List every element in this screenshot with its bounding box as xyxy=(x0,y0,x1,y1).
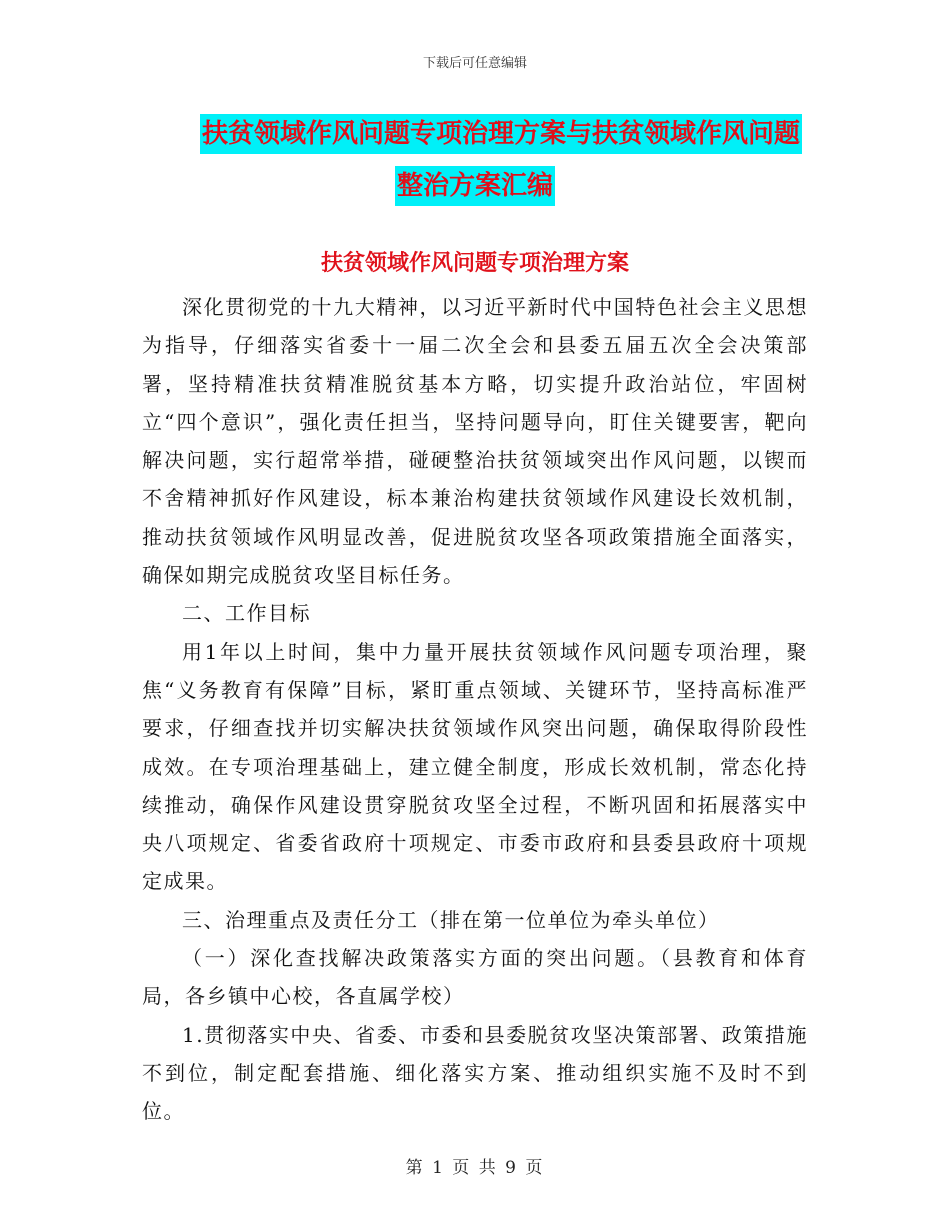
heading-work-goals: 二、工作目标 xyxy=(182,601,311,626)
document-title-line-2: 整治方案汇编 xyxy=(395,166,555,206)
heading-governance-focus: 三、治理重点及责任分工（排在第一位单位为牵头单位） xyxy=(182,907,720,932)
document-body xyxy=(142,288,808,1131)
header-note: 下载后可任意编辑 xyxy=(422,56,527,71)
paragraph-intro: 深化贯彻党的十九大精神，以习近平新时代中国特色社会主义思想为指导，仔细落实省委十一届二次全会和县委五届五次全会决策部署，坚持精准扶贫精准脱贫基本方略，切实提升政治站位，牢固树立“四个意识”，强化责任担当，坚持问题导向，盯住关键要害，靶向解决问题，实行超常举措，碰硬整治扶贫领域突出作风问题，以锲而不舍精神抓好作风建设，标本兼治构建扶贫领域作风建设长效机制，推动扶贫领域作风明显改善，促进脱贫攻坚各项政策措施全面落实，确保如期完成脱贫攻坚目标任务。 xyxy=(142,295,808,588)
document-title xyxy=(0,108,950,212)
paragraph-item-1: 1.贯彻落实中央、省委、市委和县委脱贫攻坚决策部署、政策措施不到位，制定配套措施、细化落实方案、推动组织实施不及时不到位。 xyxy=(142,1022,808,1124)
section-title: 扶贫领域作风问题专项治理方案 xyxy=(320,251,629,276)
paragraph-work-goals: 用1年以上时间，集中力量开展扶贫领域作风问题专项治理，聚焦“义务教育有保障”目标，紧盯重点领域、关键环节，坚持高标准严要求，仔细查找并切实解决扶贫领域作风突出问题，确保取得阶段性成效。在专项治理基础上，建立健全制度，形成长效机制，常态化持续推动，确保作风建设贯穿脱贫攻坚全过程，不断巩固和拓展落实中央八项规定、省委省政府十项规定、市委市政府和县委县政府十项规定成果。 xyxy=(142,639,808,894)
document-title-line-1: 扶贫领域作风问题专项治理方案与扶贫领域作风问题 xyxy=(200,114,802,154)
page-footer: 第 1 页 共 9 页 xyxy=(405,1158,545,1178)
paragraph-policy-issues: （一）深化查找解决政策落实方面的突出问题。（县教育和体育局，各乡镇中心校，各直属学校） xyxy=(142,946,808,1009)
